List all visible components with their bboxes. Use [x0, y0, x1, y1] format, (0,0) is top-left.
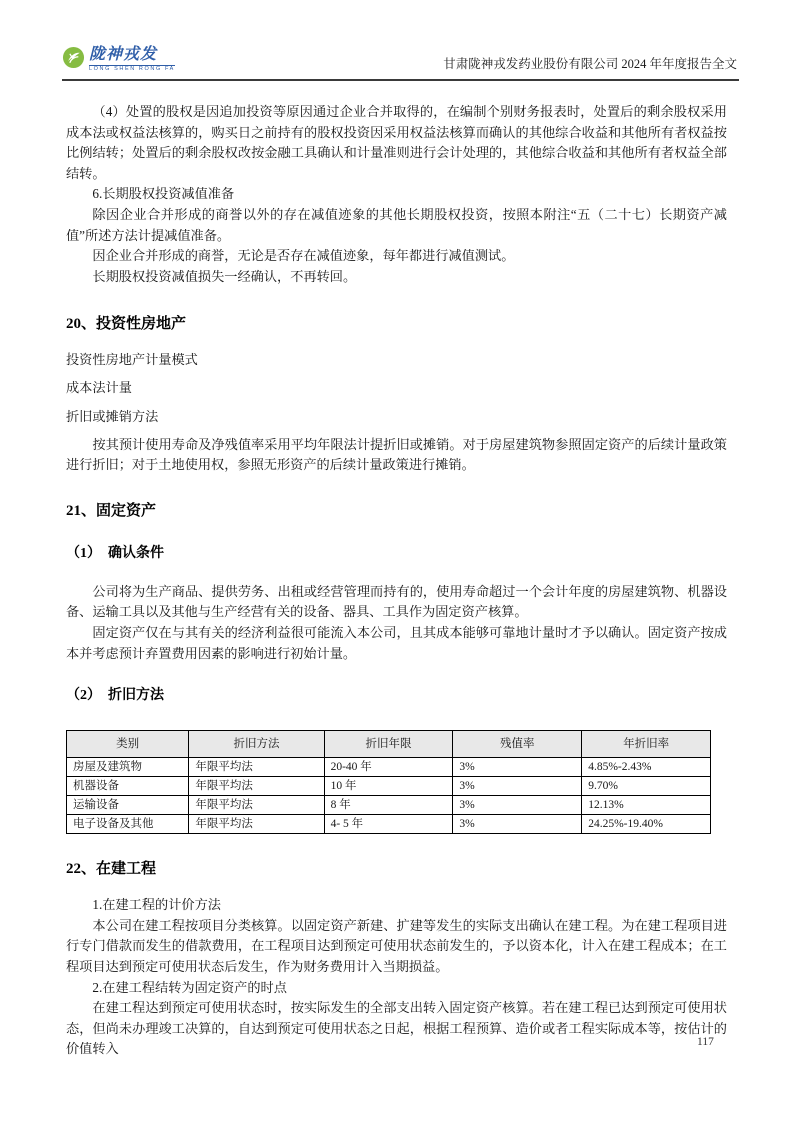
cell-residual-rate: 3% [453, 815, 582, 834]
item6-para2: 因企业合并形成的商誉，无论是否存在减值迹象，每年都进行减值测试。 [92, 248, 515, 264]
sec21-sub1-para1: 公司将为生产商品、提供劳务、出租或经营管理而持有的，使用寿命超过一个会计年度的房屋建筑物、机器设备、运输工具以及其他与生产经营有关的设备、器具、工具作为固定资产核算。 [66, 583, 727, 620]
sec21-sub1-para2: 固定资产仅在与其有关的经济利益很可能流入本公司，且其成本能够可靠地计量时才予以确认。固定资产按成本并考虑预计弃置费用因素的影响进行初始计量。 [66, 625, 727, 661]
table-row [67, 777, 711, 796]
table-row [67, 758, 711, 777]
cell-useful-life: 8 年 [324, 796, 453, 815]
page-content [0, 81, 793, 1060]
sec22-item1-para: 本公司在建工程按项目分类核算。以固定资产新建、扩建等发生的实际支出确认在建工程。为在建工程项目进行专门借款而发生的借款费用，在工程项目达到预定可使用状态前发生的，予以资本化，计入在建工程成本；在工程项目达到预定可使用状态后发生，作为财务费用计入当期损益。 [66, 917, 727, 974]
logo-text-en: LONG SHEN RONG FA [89, 66, 175, 73]
section-heading-21: 21、固定资产 [66, 502, 157, 519]
cell-useful-life: 10 年 [324, 777, 453, 796]
cell-category: 运输设备 [67, 796, 189, 815]
sec20-depreciation-method-label: 折旧或摊销方法 [66, 408, 159, 424]
col-header-useful-life: 折旧年限 [324, 731, 453, 758]
item6-para3: 长期股权投资减值损失一经确认，不再转回。 [92, 268, 357, 284]
table-header-row [67, 731, 711, 758]
report-title: 甘肃陇神戎发药业股份有限公司 2024 年年度报告全文 [443, 57, 737, 71]
cell-annual-rate: 9.70% [582, 777, 711, 796]
sec22-item2-para: 在建工程达到预定可使用状态时，按实际发生的全部支出转入固定资产核算。若在建工程已达到预定可使用状态，但尚未办理竣工决算的，自达到预定可使用状态之日起，根据工程预算、造价或者工程实际成本等，按估计的价值转入 [66, 1000, 727, 1057]
cell-method: 年限平均法 [189, 796, 324, 815]
sec22-item1-heading: 1.在建工程的计价方法 [92, 897, 221, 913]
cell-useful-life: 20-40 年 [324, 758, 453, 777]
item6-para1: 除因企业合并形成的商誉以外的存在减值迹象的其他长期股权投资，按照本附注“五（二十七）长期资产减值”所述方法计提减值准备。 [66, 206, 727, 243]
table-row [67, 815, 711, 834]
sec22-item2-heading: 2.在建工程结转为固定资产的时点 [92, 979, 287, 995]
col-header-residual-rate: 残值率 [453, 731, 582, 758]
sec20-cost-method-label: 成本法计量 [66, 380, 132, 396]
cell-useful-life: 4- 5 年 [324, 815, 453, 834]
cell-method: 年限平均法 [189, 758, 324, 777]
cell-category: 电子设备及其他 [67, 815, 189, 834]
cell-annual-rate: 12.13% [582, 796, 711, 815]
col-header-annual-rate: 年折旧率 [582, 731, 711, 758]
cell-method: 年限平均法 [189, 815, 324, 834]
logo-text-cn: 陇神戎发 [89, 46, 158, 64]
col-header-category: 类别 [67, 731, 189, 758]
page-header [0, 0, 793, 74]
cell-residual-rate: 3% [453, 758, 582, 777]
company-logo [62, 46, 175, 74]
sec21-sub1-heading: （1） 确认条件 [66, 545, 164, 561]
cell-category: 房屋及建筑物 [67, 758, 189, 777]
para-equity-disposal: （4）处置的股权是因追加投资等原因通过企业合并取得的，在编制个别财务报表时，处置后的剩余股权采用成本法或权益法核算的，购买日之前持有的股权投资因采用权益法核算而确认的其他综合收益和其他所有者权益按比例结转；处置后的剩余股权改按金融工具确认和计量准则进行会计处理的，其他综合收益和其他所有者权益全部结转。 [66, 104, 727, 181]
cell-residual-rate: 3% [453, 777, 582, 796]
cell-category: 机器设备 [67, 777, 189, 796]
section-heading-22: 22、在建工程 [66, 861, 157, 878]
cell-annual-rate: 24.25%-19.40% [582, 815, 711, 834]
sec20-para: 按其预计使用寿命及净残值率采用平均年限法计提折旧或摊销。对于房屋建筑物参照固定资产的后续计量政策进行折旧；对于土地使用权，参照无形资产的后续计量政策进行摊销。 [66, 436, 727, 473]
sec21-sub2-heading: （2） 折旧方法 [66, 688, 164, 704]
item6-heading: 6.长期股权投资减值准备 [92, 186, 235, 202]
cell-residual-rate: 3% [453, 796, 582, 815]
page-number: 117 [697, 1036, 714, 1048]
logo-leaf-icon [62, 46, 85, 74]
col-header-method: 折旧方法 [189, 731, 324, 758]
cell-annual-rate: 4.85%-2.43% [582, 758, 711, 777]
sec20-measurement-mode-label: 投资性房地产计量模式 [66, 352, 198, 368]
cell-method: 年限平均法 [189, 777, 324, 796]
table-row [67, 796, 711, 815]
depreciation-table [66, 730, 711, 834]
logo-text-block [89, 47, 175, 73]
section-heading-20: 20、投资性房地产 [66, 316, 187, 333]
